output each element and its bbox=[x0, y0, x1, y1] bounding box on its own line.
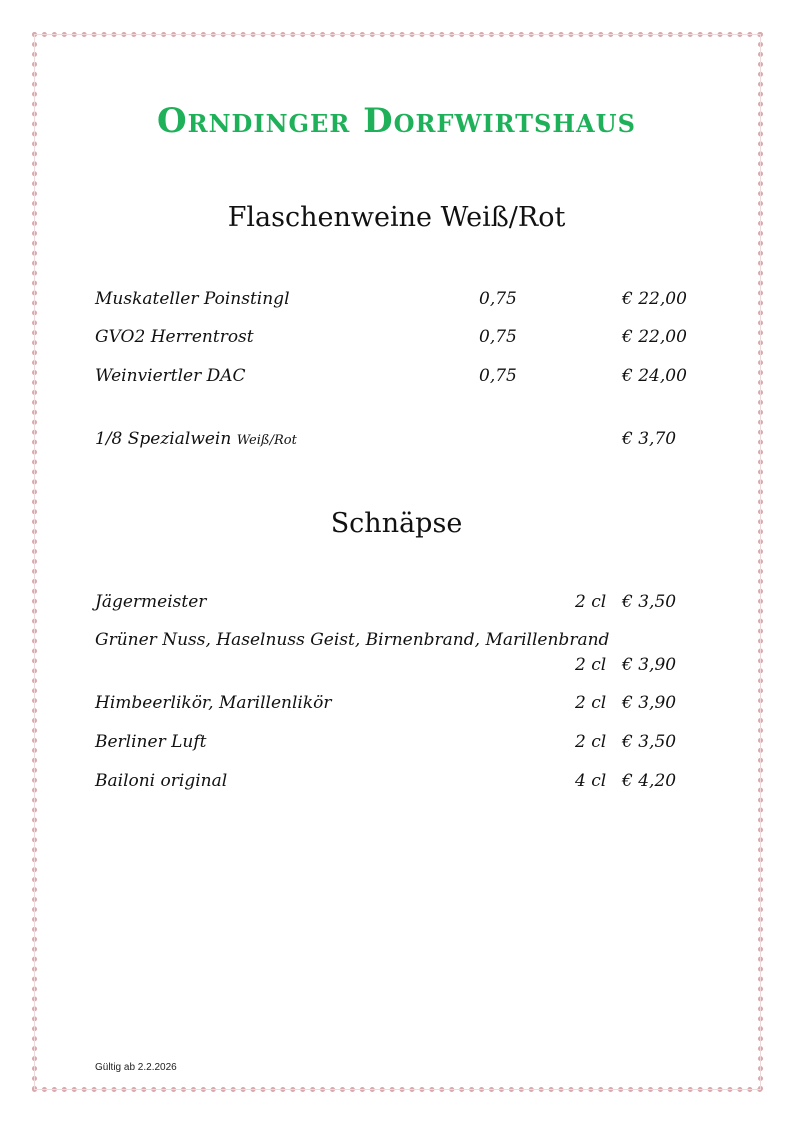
item-size: 2 cl bbox=[575, 693, 607, 713]
restaurant-title: Orndinger Dorfwirtshaus bbox=[157, 101, 636, 141]
item-size: 2 cl bbox=[575, 732, 607, 752]
item-price: € 22,00 bbox=[622, 327, 687, 347]
item-name: GVO2 Herrentrost bbox=[95, 327, 254, 347]
item-name: Jägermeister bbox=[95, 592, 207, 612]
item-size: 0,75 bbox=[479, 366, 517, 386]
item-note: Weiß/Rot bbox=[236, 433, 297, 448]
list-item bbox=[95, 691, 695, 715]
item-price: € 3,70 bbox=[622, 429, 677, 449]
list-item bbox=[95, 769, 695, 793]
item-name: Himbeerlikör, Marillenlikör bbox=[95, 693, 332, 713]
decorative-border bbox=[32, 32, 763, 1092]
list-item bbox=[95, 364, 695, 388]
item-name: Muskateller Poinstingl bbox=[95, 289, 290, 309]
item-size: 0,75 bbox=[479, 289, 517, 309]
item-price: € 24,00 bbox=[622, 366, 687, 386]
item-name: Bailoni original bbox=[95, 771, 228, 791]
item-name bbox=[95, 427, 297, 453]
item-price: € 3,90 bbox=[622, 655, 677, 675]
section-heading-wines: Flaschenweine Weiß/Rot bbox=[227, 202, 566, 233]
list-item bbox=[95, 628, 695, 676]
validity-note: Gültig ab 2.2.2026 bbox=[95, 1062, 177, 1073]
item-size: 2 cl bbox=[575, 592, 607, 612]
list-item bbox=[95, 427, 695, 451]
item-name: Weinviertler DAC bbox=[95, 366, 246, 386]
item-name: Berliner Luft bbox=[95, 732, 207, 752]
list-item bbox=[95, 590, 695, 614]
item-price: € 3,90 bbox=[622, 693, 677, 713]
list-item bbox=[95, 730, 695, 754]
item-price: € 4,20 bbox=[622, 771, 677, 791]
item-price: € 3,50 bbox=[622, 592, 677, 612]
list-item bbox=[95, 325, 695, 349]
section-heading-schnaps: Schnäpse bbox=[330, 508, 463, 539]
item-size: 0,75 bbox=[479, 327, 517, 347]
item-name: Grüner Nuss, Haselnuss Geist, Birnenbrand, Marillenbrand bbox=[95, 630, 610, 650]
item-price: € 3,50 bbox=[622, 732, 677, 752]
list-item bbox=[95, 287, 695, 311]
item-name-text: 1/8 Spezialwein bbox=[95, 429, 232, 449]
item-size: 2 cl bbox=[575, 655, 607, 675]
item-price: € 22,00 bbox=[622, 289, 687, 309]
item-size: 4 cl bbox=[575, 771, 607, 791]
